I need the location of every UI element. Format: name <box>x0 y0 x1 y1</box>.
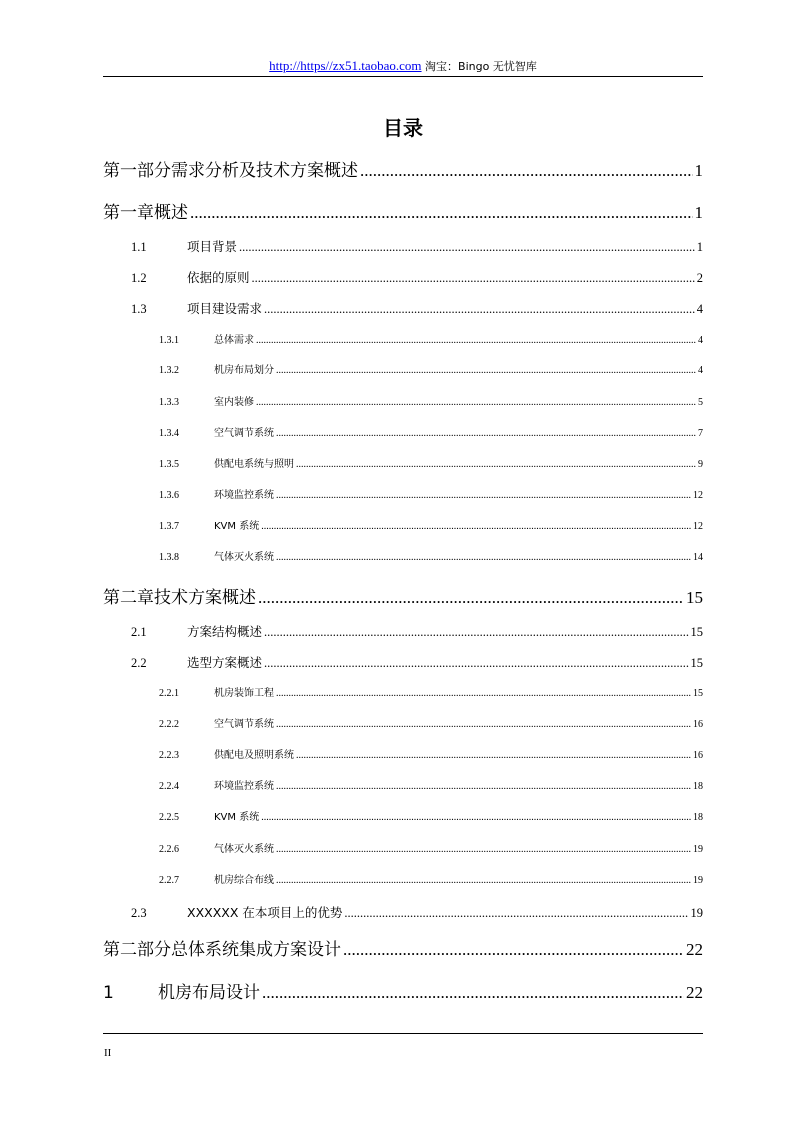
toc-entry[interactable] <box>103 202 703 224</box>
toc-entry-number: 2.2.4 <box>159 781 179 792</box>
toc-entry-page: 14 <box>693 552 703 563</box>
toc-entry-page: 19 <box>690 906 703 920</box>
toc-entry[interactable] <box>103 982 703 1004</box>
toc-entry[interactable] <box>159 718 703 732</box>
toc-entry-title: 依据的原则 <box>187 270 250 285</box>
toc-entry-number: 2.2.5 <box>159 812 179 823</box>
toc-entry[interactable] <box>159 843 703 857</box>
toc-leader-dots <box>276 687 691 701</box>
toc-leader-dots <box>296 458 696 472</box>
toc-entry-page: 15 <box>690 656 703 670</box>
toc-entry[interactable] <box>159 780 703 794</box>
toc-leader-dots <box>264 301 695 317</box>
toc-entry-number: 1.3.5 <box>159 459 179 470</box>
toc-entry-title: 机房布局设计 <box>158 983 260 1003</box>
toc-entry-title: 第二部分总体系统集成方案设计 <box>103 940 341 960</box>
toc-entry[interactable] <box>159 520 703 534</box>
toc-entry[interactable] <box>159 687 703 701</box>
toc-entry-page: 22 <box>686 940 703 959</box>
toc-entry-page: 5 <box>698 397 703 408</box>
toc-entry-number: 2.1 <box>131 625 147 639</box>
toc-entry-page: 15 <box>690 625 703 639</box>
toc-entry[interactable] <box>159 811 703 825</box>
toc-entry-title: 第一部分需求分析及技术方案概述 <box>103 161 358 181</box>
toc-entry-page: 1 <box>694 203 703 222</box>
toc-entry[interactable] <box>159 364 703 378</box>
toc-entry[interactable] <box>103 160 703 182</box>
toc-entry-title: 选型方案概述 <box>187 655 263 670</box>
toc-entry-page: 4 <box>698 365 703 376</box>
toc-entry-number: 2.2.2 <box>159 719 179 730</box>
toc-entry-number: 1.2 <box>131 271 147 285</box>
toc-leader-dots <box>296 749 691 763</box>
toc-entry-page: 1 <box>696 240 703 254</box>
toc-leader-dots <box>276 364 696 378</box>
toc-leader-dots <box>256 396 696 410</box>
toc-leader-dots <box>276 718 691 732</box>
toc-entry-number: 1.3.6 <box>159 490 179 501</box>
toc-leader-dots <box>258 587 684 609</box>
toc-entry-number: 1.3.2 <box>159 365 179 376</box>
toc-entry-page: 4 <box>696 302 703 316</box>
toc-entry-page: 15 <box>686 588 703 607</box>
toc-leader-dots <box>264 655 688 671</box>
toc-entry-number: 1.3.1 <box>159 335 179 346</box>
toc-entry-title: XXXXXX 在本项目上的优势 <box>187 905 343 920</box>
toc-entry-page: 12 <box>693 521 703 532</box>
toc-entry-title: 空气调节系统 <box>214 428 274 439</box>
toc-entry-number: 1 <box>103 983 114 1003</box>
toc-entry-title: 供配电及照明系统 <box>214 750 294 761</box>
toc-entry-number: 1.3.4 <box>159 428 179 439</box>
toc-leader-dots <box>276 489 691 503</box>
toc-entry-title: 方案结构概述 <box>187 624 263 639</box>
toc-entry[interactable] <box>131 905 703 921</box>
toc-entry-page: 22 <box>686 983 703 1002</box>
toc-leader-dots <box>239 239 695 255</box>
header-link[interactable]: http://https//zx51.taobao.com <box>269 58 422 73</box>
toc-entry-page: 16 <box>693 719 703 730</box>
toc-entry[interactable] <box>131 655 703 671</box>
toc-entry-page: 18 <box>693 812 703 823</box>
toc-entry-title: 机房布局划分 <box>214 365 274 376</box>
toc-entry[interactable] <box>159 458 703 472</box>
toc-leader-dots <box>276 874 691 888</box>
toc-leader-dots <box>264 624 688 640</box>
toc-entry[interactable] <box>159 334 703 348</box>
toc-entry-number: 2.2 <box>131 656 147 670</box>
toc-leader-dots <box>261 520 691 534</box>
toc-entry-title: 总体需求 <box>214 335 254 346</box>
toc-entry-number: 2.3 <box>131 906 147 920</box>
toc-leader-dots <box>190 202 693 224</box>
toc-leader-dots <box>276 427 696 441</box>
toc-leader-dots <box>276 780 691 794</box>
footer-rule <box>103 1033 703 1034</box>
toc-entry-title: 环境监控系统 <box>214 490 274 501</box>
toc-entry-page: 4 <box>698 335 703 346</box>
header-shop-text: 淘宝：Bingo 无忧智库 <box>421 60 537 73</box>
toc-entry-number: 1.3.3 <box>159 397 179 408</box>
toc-entry-title: 环境监控系统 <box>214 781 274 792</box>
toc-leader-dots <box>256 334 696 348</box>
toc-entry-page: 9 <box>698 459 703 470</box>
toc-entry-number: 1.3.8 <box>159 552 179 563</box>
toc-entry-number: 1.3.7 <box>159 521 179 532</box>
toc-entry-page: 7 <box>698 428 703 439</box>
toc-entry[interactable] <box>131 301 703 317</box>
toc-leader-dots <box>262 982 684 1004</box>
toc-entry-title: 空气调节系统 <box>214 719 274 730</box>
toc-entry[interactable] <box>131 624 703 640</box>
toc-entry[interactable] <box>159 874 703 888</box>
toc-entry-page: 19 <box>693 875 703 886</box>
toc-entry-number: 2.2.1 <box>159 688 179 699</box>
toc-entry-title: KVM 系统 <box>214 812 260 823</box>
toc-leader-dots <box>252 270 695 286</box>
toc-entry[interactable] <box>159 427 703 441</box>
toc-entry-title: 第二章技术方案概述 <box>103 588 256 608</box>
toc-entry-number: 2.2.3 <box>159 750 179 761</box>
toc-entry-title: 气体灭火系统 <box>214 844 274 855</box>
toc-entry[interactable] <box>131 270 703 286</box>
toc-entry-page: 15 <box>693 688 703 699</box>
toc-entry-page: 1 <box>694 161 703 180</box>
toc-leader-dots <box>261 811 691 825</box>
toc-leader-dots <box>276 551 691 565</box>
toc-entry[interactable] <box>159 551 703 565</box>
toc-entry-title: 机房装饰工程 <box>214 688 274 699</box>
toc-entry-title: 第一章概述 <box>103 203 188 223</box>
toc-entry[interactable] <box>103 939 703 961</box>
header-rule <box>103 76 703 77</box>
toc-title: 目录 <box>383 116 423 140</box>
toc-entry-number: 2.2.7 <box>159 875 179 886</box>
toc-entry-number: 1.1 <box>131 240 147 254</box>
toc-entry-number: 1.3 <box>131 302 147 316</box>
toc-entry-title: 室内装修 <box>214 397 254 408</box>
toc-entry-title: 供配电系统与照明 <box>214 459 294 470</box>
toc-entry[interactable] <box>103 587 703 609</box>
page-header <box>103 58 703 75</box>
toc-leader-dots <box>343 939 684 961</box>
toc-leader-dots <box>344 905 688 921</box>
toc-entry-page: 16 <box>693 750 703 761</box>
toc-entry[interactable] <box>131 239 703 255</box>
toc-entry[interactable] <box>159 489 703 503</box>
toc-entry[interactable] <box>159 396 703 410</box>
toc-entry[interactable] <box>159 749 703 763</box>
toc-entry-title: 气体灭火系统 <box>214 552 274 563</box>
toc-entry-title: 机房综合布线 <box>214 875 274 886</box>
toc-leader-dots <box>360 160 693 182</box>
toc-entry-page: 18 <box>693 781 703 792</box>
toc-entry-title: 项目背景 <box>187 239 238 254</box>
toc-entry-title: KVM 系统 <box>214 521 260 532</box>
toc-leader-dots <box>276 843 691 857</box>
toc-entry-title: 项目建设需求 <box>187 301 263 316</box>
toc-entry-number: 2.2.6 <box>159 844 179 855</box>
footer-page-number: II <box>104 1047 112 1059</box>
toc-entry-page: 19 <box>693 844 703 855</box>
toc-entry-page: 2 <box>696 271 703 285</box>
toc-entry-page: 12 <box>693 490 703 501</box>
